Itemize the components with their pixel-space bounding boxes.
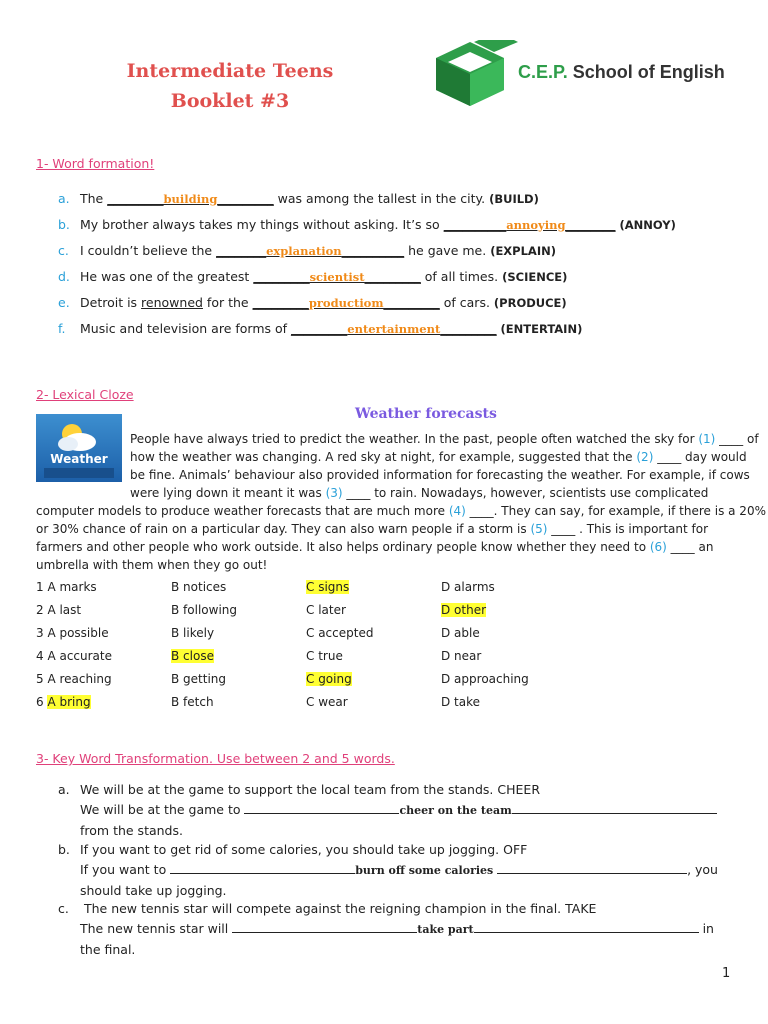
answer-text: take part (417, 923, 474, 936)
answer-text: burn off some calories (355, 864, 498, 877)
option-cell: C later (306, 603, 346, 617)
answer-text: building (163, 192, 218, 206)
answer-text: cheer on the team (399, 804, 512, 817)
list-item: b. My brother always takes my things without asking. It’s so __________annoying________ (ANNOY) (58, 217, 676, 232)
kwt-item-c: c. The new tennis star will compete against the reigning champion in the final. TAKE The new tennis star will take part in the final. (58, 901, 714, 957)
option-cell-highlighted: C going (306, 672, 352, 686)
weather-image (36, 414, 122, 482)
booklet-title-line1: Intermediate Teens (126, 60, 334, 82)
option-cell-highlighted: C signs (306, 580, 350, 594)
weather-image-label: Weather (50, 452, 108, 466)
option-cell-highlighted: 6 A bring (36, 695, 91, 709)
option-cell: D able (441, 626, 480, 640)
option-cell: 3 A possible (36, 626, 109, 640)
text-line: how the weather was changing. A red sky at night, for example, suggested that the (2) ____ day would (130, 450, 747, 464)
option-cell-highlighted: B close (171, 649, 214, 663)
section3-heading: 3- Key Word Transformation. Use between 2 and 5 words. (36, 751, 395, 766)
option-cell: C true (306, 649, 343, 663)
word-formation-list (58, 190, 676, 346)
option-cell: B getting (171, 672, 227, 686)
option-cell-highlighted: D other (441, 603, 487, 617)
option-cell: C accepted (306, 626, 374, 640)
text-line: People have always tried to predict the weather. In the past, people often watched the sky for (1) ____ of (130, 432, 759, 446)
list-item: e. Detroit is renowned for the _________productiom_________ of cars. (PRODUCE) (58, 295, 567, 310)
option-cell: B following (171, 603, 237, 617)
option-cell: B likely (171, 626, 215, 640)
option-cell: C wear (306, 695, 348, 709)
option-cell: B fetch (171, 695, 214, 709)
option-cell: D approaching (441, 672, 529, 686)
answer-text: scientist (309, 270, 365, 284)
text-line: farmers and other people who work outside. It also helps ordinary people know whether they need to (6) ____ an (36, 540, 714, 554)
text-line: umbrella with them when they go out! (36, 558, 268, 572)
option-cell: 5 A reaching (36, 672, 112, 686)
answer-text: annoying (506, 218, 566, 232)
text-line: were lying down it meant it was (3) ____ to rain. Nowadays, however, scientists use complicated (130, 486, 709, 500)
list-item: c. I couldn’t believe the ________explanation__________ he gave me. (EXPLAIN) (58, 243, 556, 258)
page-number: 1 (722, 966, 731, 981)
kwt-item-b: b. If you want to get rid of some calories, you should take up jogging. OFF If you want to burn off some calories , you should take up jogging. (58, 842, 718, 898)
option-cell: 4 A accurate (36, 649, 113, 663)
option-cell: D near (441, 649, 482, 663)
text-line: be fine. Animals’ behaviour also provided information for forecasting the weather. For example, if cows (130, 468, 750, 482)
option-cell: D take (441, 695, 481, 709)
option-cell: D alarms (441, 580, 495, 594)
option-cell: 2 A last (36, 603, 82, 617)
cloze-subtitle: Weather forecasts (355, 406, 497, 422)
list-item: a. The _________building_________ was among the tallest in the city. (BUILD) (58, 191, 539, 206)
answer-text: productiom (308, 296, 384, 310)
option-cell: B notices (171, 580, 227, 594)
option-cell: 1 A marks (36, 580, 97, 594)
list-item: f. Music and television are forms of _________entertainment_________ (ENTERTAIN) (58, 321, 583, 336)
list-item: d. He was one of the greatest _________scientist_________ of all times. (SCIENCE) (58, 269, 568, 284)
booklet-title-line2: Booklet #3 (170, 90, 290, 112)
text-line: computer models to produce weather forecasts that are much more (4) ____. They can say, for example, if there is a 20% (36, 504, 766, 518)
answer-text: entertainment (347, 322, 441, 336)
section1-heading: 1- Word formation! (36, 156, 155, 171)
options-table (0, 580, 768, 710)
kwt-item-a: a. We will be at the game to support the local team from the stands. CHEER We will be at the game to cheer on the team from the stands. (58, 780, 738, 841)
weather-cloud-icon (36, 414, 122, 482)
school-name: C.E.P. School of English (518, 62, 725, 82)
answer-text: explanation (266, 244, 342, 258)
section2-heading: 2- Lexical Cloze (36, 387, 134, 402)
text-line: or 30% chance of rain on a particular day. They can also warn people if a storm is (5) ____ . This is important for (36, 522, 709, 536)
